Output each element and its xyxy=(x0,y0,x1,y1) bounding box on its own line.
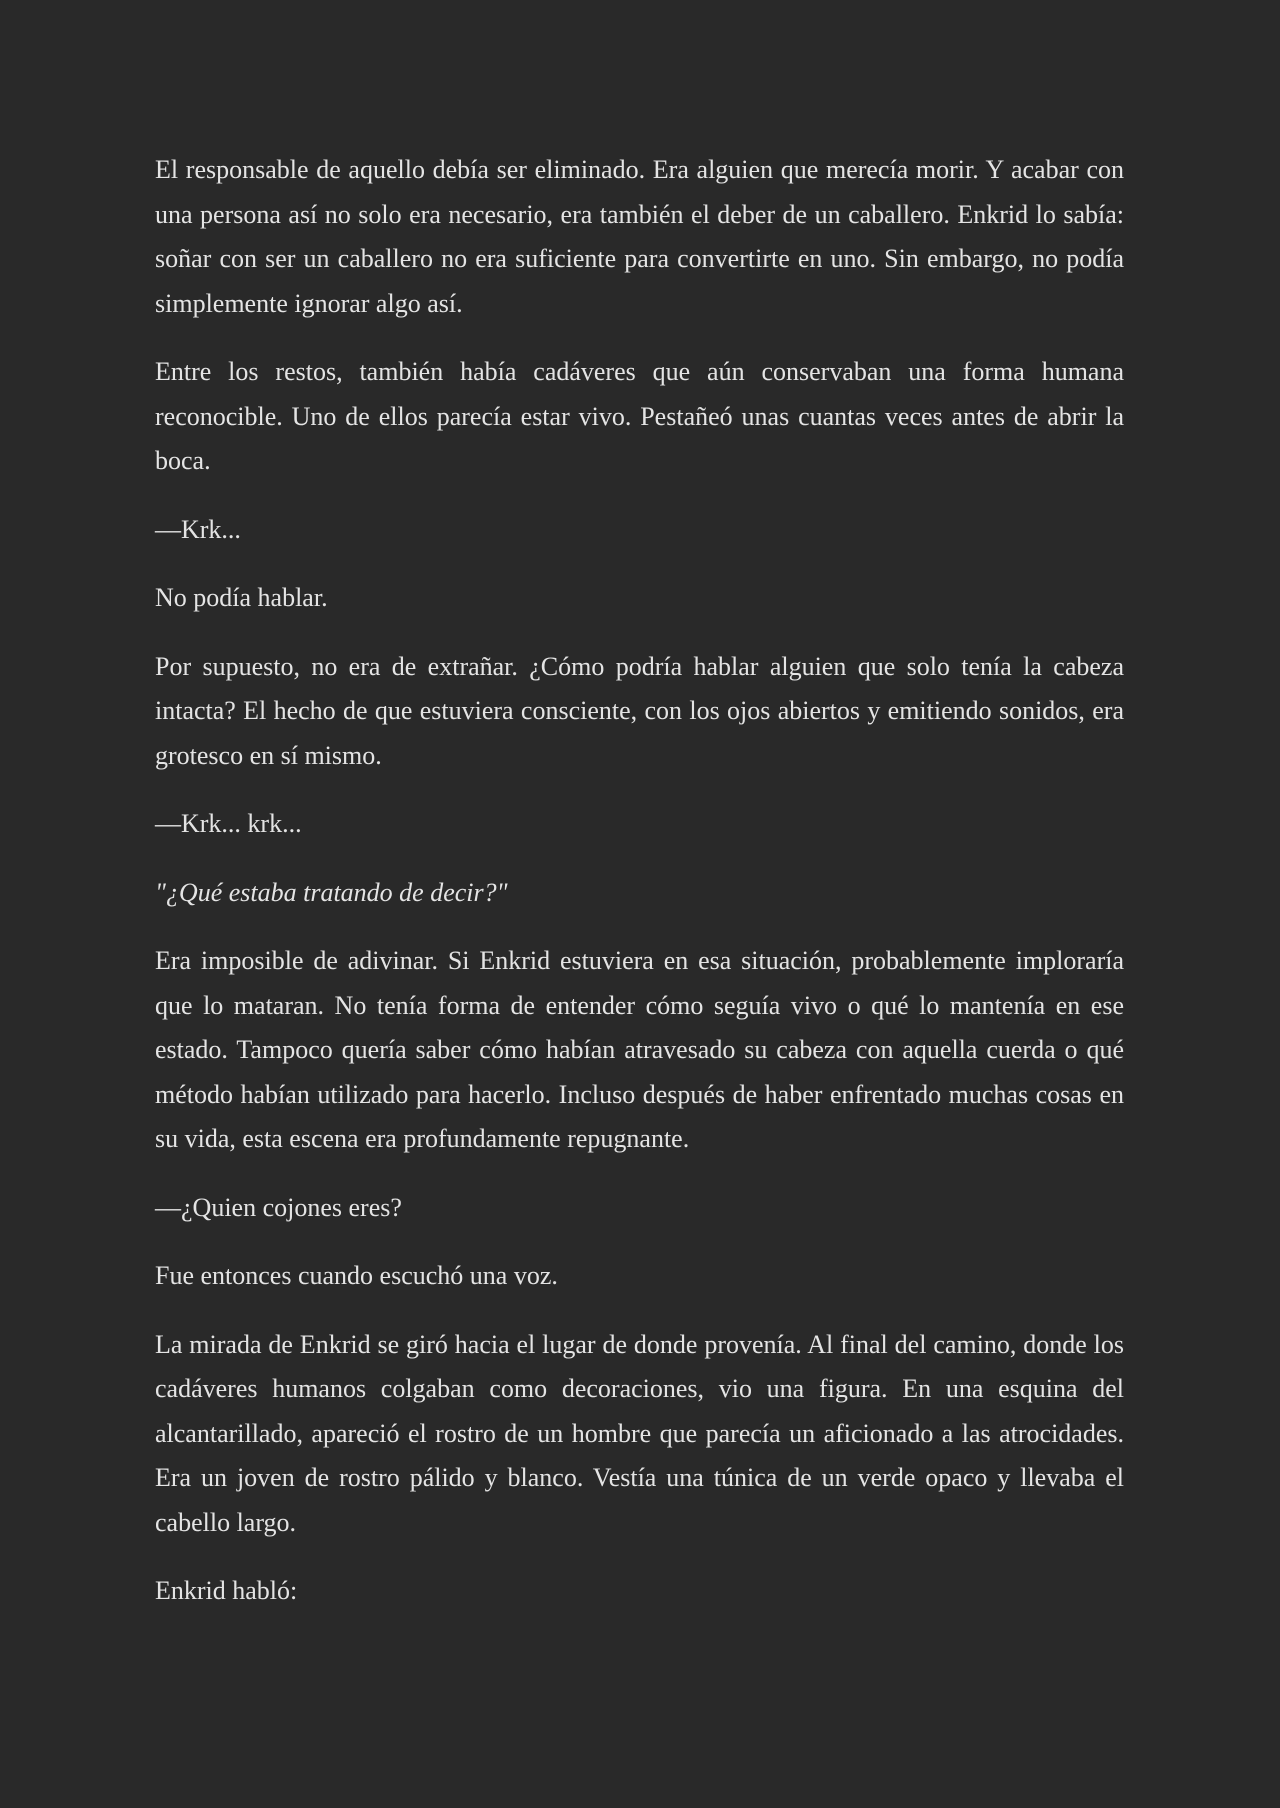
reader-page xyxy=(155,148,1124,1638)
paragraph: No podía hablar. xyxy=(155,583,328,612)
paragraph: Entre los restos, también había cadáveres que aún conservaban una forma humana reconocible. Uno de ellos parecía estar vivo. Pestañeó unas cuantas veces antes de abrir la boca. xyxy=(155,357,1124,475)
paragraph: Enkrid habló: xyxy=(155,1576,298,1605)
paragraph: Era imposible de adivinar. Si Enkrid estuviera en esa situación, probablemente imploraría que lo mataran. No tenía forma de entender cómo seguía vivo o qué lo mantenía en ese estado. Tampoco quería saber cómo habían atravesado su cabeza con aquella cuerda o qué método habían utilizado para hacerlo. Incluso después de haber enfrentado muchas cosas en su vida, esta escena era profundamente repugnante. xyxy=(155,946,1124,1153)
dialogue-line: —Krk... xyxy=(155,514,241,544)
dialogue-line: —¿Quien cojones eres? xyxy=(155,1192,402,1222)
inner-thought: "¿Qué estaba tratando de decir?" xyxy=(155,877,508,907)
dialogue-line: —Krk... krk... xyxy=(155,809,302,838)
paragraph: El responsable de aquello debía ser eliminado. Era alguien que merecía morir. Y acabar con una persona así no solo era necesario, era también el deber de un caballero. Enkrid lo sabía: soñar con ser un caballero no era suficiente para convertirte en uno. Sin embargo, no podía simplemente ignorar algo así. xyxy=(155,155,1124,318)
paragraph: Fue entonces cuando escuchó una voz. xyxy=(155,1261,558,1290)
paragraph: La mirada de Enkrid se giró hacia el lugar de donde provenía. Al final del camino, donde los cadáveres humanos colgaban como decoraciones, vio una figura. En una esquina del alcantarillado, apareció el rostro de un hombre que parecía un aficionado a las atrocidades. Era un joven de rostro pálido y blanco. Vestía una túnica de un verde opaco y llevaba el cabello largo. xyxy=(155,1329,1124,1537)
paragraph: Por supuesto, no era de extrañar. ¿Cómo podría hablar alguien que solo tenía la cabeza intacta? El hecho de que estuviera consciente, con los ojos abiertos y emitiendo sonidos, era grotesco en sí mismo. xyxy=(155,651,1124,770)
